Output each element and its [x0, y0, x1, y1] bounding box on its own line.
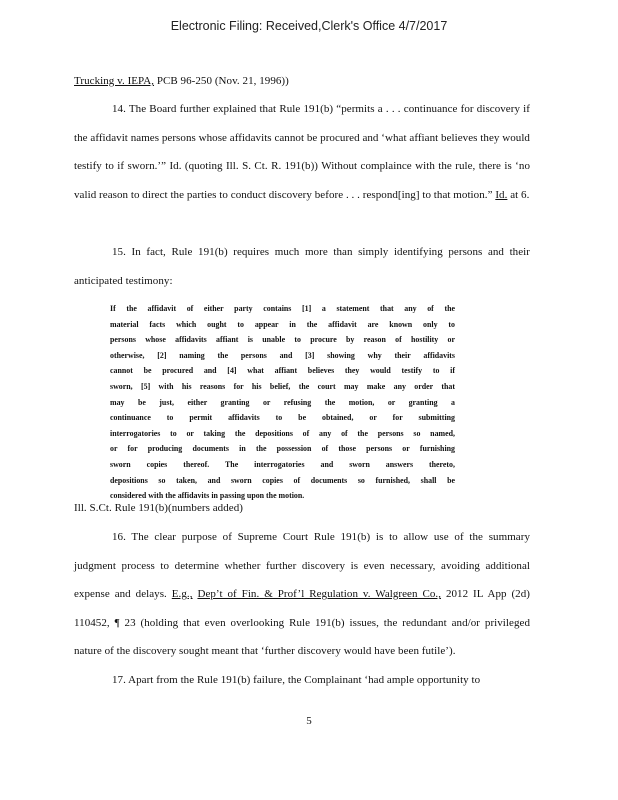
case-name: Trucking v. IEPA,: [74, 75, 155, 87]
paragraph-17-text: 17. Apart from the Rule 191(b) failure, the Complainant ‘had ample opportunity to: [112, 674, 481, 686]
quote-line: depositions so taken, and sworn copies of documents so furnished, shall be: [110, 474, 455, 485]
citation-rest: PCB 96-250 (Nov. 21, 1996)): [154, 75, 289, 87]
paragraph-14-text: 14. The Board further explained that Rule 191(b) “permits a . . . continuance for discovery if the affidavit names persons whose affidavits cannot be procured and ‘what affiant believes they would testify to if sworn.’” Id. (quoting Ill. S. Ct. R. 191(b)) Without complaince with the rule, there is ‘no valid reason to direct the parties to conduct discovery before . . . respond[ing] to that motion.”: [74, 103, 530, 201]
page-number: 5: [306, 715, 312, 727]
case-name-walgreen: Dep’t of Fin. & Prof’l Regulation v. Walgreen Co.,: [197, 588, 442, 601]
quote-line: cannot be procured and [4] what affiant believes they would testify to if: [110, 365, 455, 376]
paragraph-16-text: 16. The clear purpose of Supreme Court Rule 191(b) is to allow use of the summary judgment process to determine whether further discovery is even necessary, avoiding additional expense and delays.: [74, 531, 530, 601]
quote-line: otherwise, [2] naming the persons and [3] showing why their affidavits: [110, 349, 455, 360]
paragraph-14: [74, 95, 530, 209]
quote-line: sworn, [5] with his reasons for his belief, the court may make any order that: [110, 380, 455, 391]
paragraph-16-end: 2012 IL App (2d) 110452, ¶ 23 (holding that even overlooking Rule 191(b) issues, the redundant and/or privileged nature of the discovery sought meant that ‘further discovery would have been futile’).: [74, 588, 530, 658]
paragraph-15-text: 15. In fact, Rule 191(b) requires much more than simply identifying persons and their anticipated testimony:: [74, 246, 530, 287]
paragraph-14-end: at 6.: [507, 188, 530, 201]
block-quote: [110, 301, 455, 504]
case-citation-line: [74, 67, 530, 96]
paragraph-17: [74, 666, 530, 695]
eg-signal: E.g.,: [171, 588, 193, 601]
quote-citation: [74, 494, 530, 523]
quote-line: may be just, either granting or refusing the motion, or granting a: [110, 396, 455, 407]
quote-line: material facts which ought to appear in the affidavit are known only to: [110, 318, 455, 329]
paragraph-15: [74, 238, 530, 295]
filing-header: Electronic Filing: Received,Clerk's Office 4/7/2017: [170, 19, 448, 33]
quote-citation-text: Ill. S.Ct. Rule 191(b)(numbers added): [74, 502, 243, 514]
quote-line: considered with the affidavits in passing upon the motion.: [110, 490, 305, 501]
id-citation: Id.: [495, 188, 508, 201]
quote-line: or for producing documents in the possession of those persons or furnishing: [110, 443, 455, 454]
quote-line: If the affidavit of either party contains [1] a statement that any of the: [110, 303, 455, 313]
quote-line: interrogatories to or taking the depositions of any of the persons so named,: [110, 427, 455, 438]
quote-line: sworn copies thereof. The interrogatories and sworn answers thereto,: [110, 458, 455, 469]
quote-line: continuance to permit affidavits to be obtained, or for submitting: [110, 412, 455, 423]
paragraph-16: [74, 523, 530, 666]
quote-line: persons whose affidavits affiant is unable to procure by reason of hostility or: [110, 334, 455, 345]
